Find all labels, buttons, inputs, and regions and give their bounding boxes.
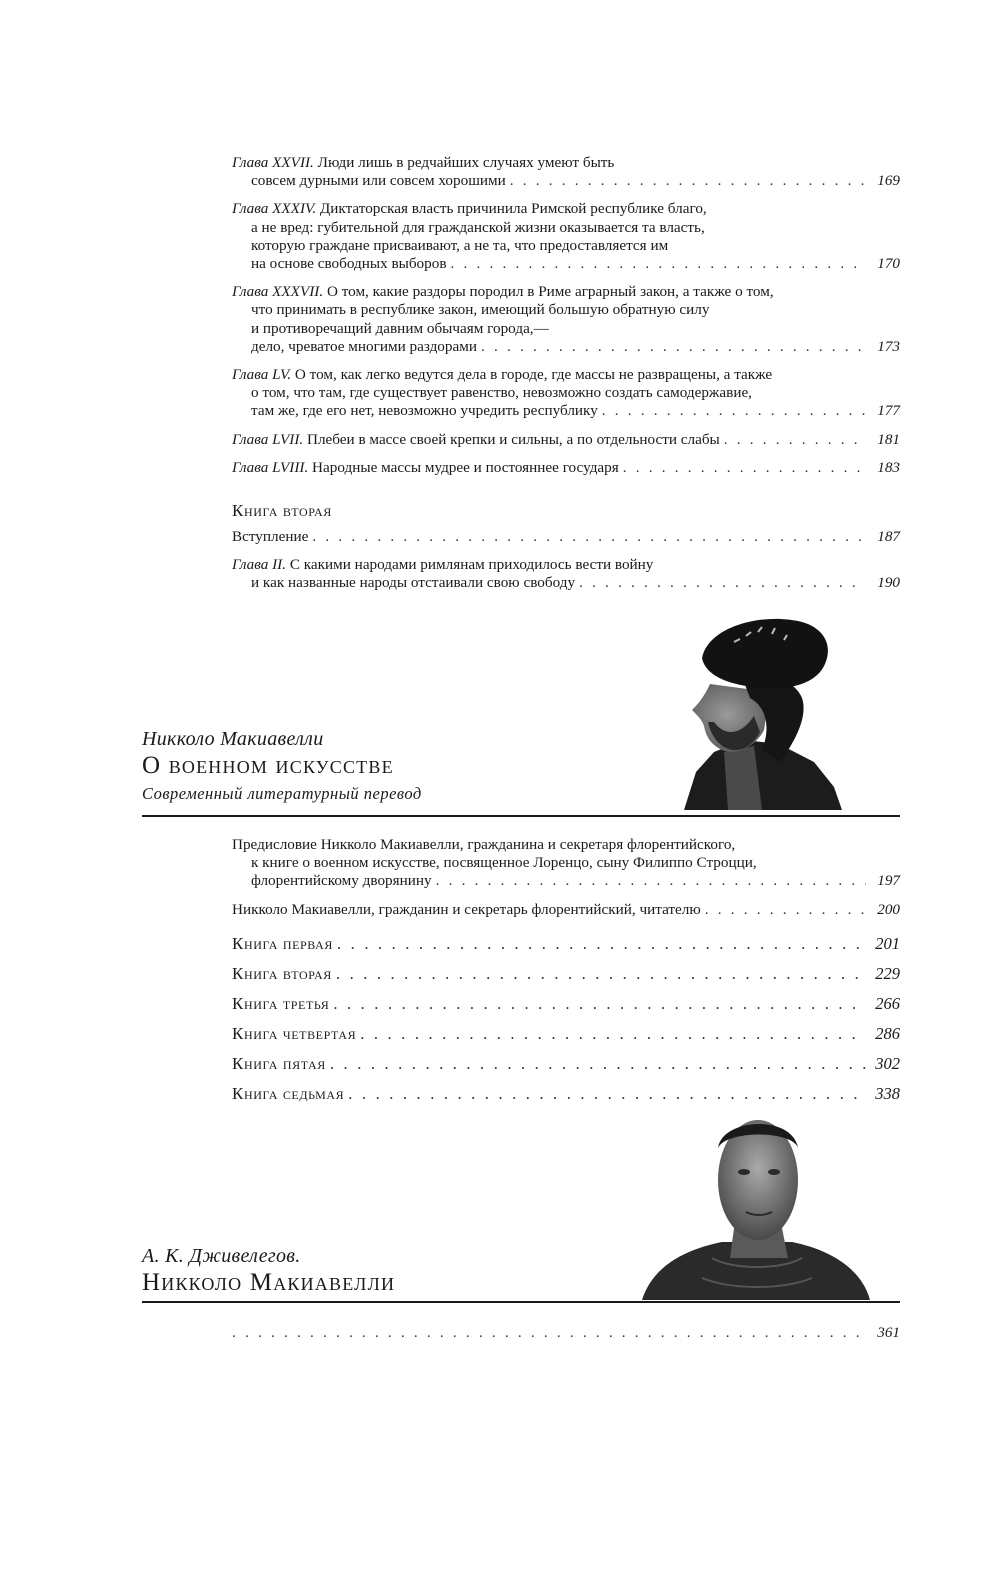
chapter-label: Глава LV. <box>232 366 292 384</box>
entry-text <box>251 872 432 890</box>
entry-line <box>232 854 900 872</box>
toc-entry[interactable] <box>232 200 900 273</box>
page-number: 197 <box>877 872 900 890</box>
book-two-heading: Книга вторая <box>232 501 332 520</box>
entry-title: а не вред: губительной для гражданской жизни оказывается та власть, <box>251 218 705 236</box>
page-number: 266 <box>875 993 900 1013</box>
entry-text <box>232 154 614 171</box>
toc-book-entry[interactable] <box>232 1079 900 1109</box>
chapter-label: Глава XXXVII. <box>232 283 324 301</box>
entry-text <box>251 172 506 190</box>
entry-text <box>251 301 709 318</box>
leader-dots <box>451 255 866 273</box>
entry-title: О том, как легко ведутся дела в городе, где массы не развращены, а также <box>294 366 773 384</box>
entry-line <box>232 219 900 237</box>
leader-dots <box>623 459 866 477</box>
portrait-engraving-1 <box>684 612 842 810</box>
entry-title: совсем дурными или совсем хорошими <box>251 172 506 190</box>
page-number: 173 <box>877 337 900 355</box>
toc-entry[interactable] <box>232 366 900 421</box>
toc-entry[interactable] <box>232 431 900 449</box>
section-heading-biography <box>142 1244 395 1298</box>
entry-text <box>251 320 549 337</box>
entry-text <box>232 901 701 919</box>
section-heading-art-of-war <box>142 727 422 805</box>
entry-text <box>251 338 477 356</box>
toc-art-of-war <box>232 836 900 1109</box>
entry-title: которую граждане присваивают, а не та, что предоставляется им <box>251 236 669 254</box>
book-label: Книга первая <box>232 933 334 953</box>
toc-book-entry[interactable] <box>232 989 900 1019</box>
page-number: 169 <box>877 172 900 190</box>
leader-dots <box>602 402 866 420</box>
page-number: 200 <box>877 900 900 918</box>
page-number: 302 <box>875 1053 900 1073</box>
entry-text <box>232 283 774 300</box>
book-label: Книга третья <box>232 993 330 1013</box>
leader-dots <box>705 901 866 919</box>
entry-text <box>251 574 575 592</box>
section-title: О военном искусстве <box>142 752 394 779</box>
entry-line <box>232 366 900 384</box>
leader-dots <box>436 872 866 890</box>
entry-title: О том, какие раздоры породил в Риме аграрный закон, а также о том, <box>326 283 774 301</box>
leader-dots <box>360 1019 866 1049</box>
entry-title: Никколо Макиавелли, гражданин и секретарь флорентийский, читателю <box>232 900 701 918</box>
entry-line <box>232 283 900 301</box>
leader-dots <box>724 431 866 449</box>
entry-line <box>232 172 900 190</box>
entry-title: там же, где его нет, невозможно учредить республику <box>251 402 598 420</box>
entry-line <box>232 431 900 449</box>
entry-title: Диктаторская власть причинила Римской республике благо, <box>319 200 707 218</box>
entry-text <box>251 402 598 420</box>
entry-line <box>232 528 900 546</box>
entry-line <box>232 574 900 592</box>
toc-book-two <box>232 498 900 603</box>
page-number: 177 <box>877 402 900 420</box>
book-label: Книга вторая <box>232 963 332 983</box>
entry-title: Люди лишь в редчайших случаях умеют быть <box>317 154 615 171</box>
toc-entry[interactable] <box>232 459 900 477</box>
entry-line <box>232 154 900 172</box>
entry-title: что принимать в республике закон, имеющий большую обратную силу <box>251 301 710 319</box>
page-number: 361 <box>877 1324 900 1341</box>
bio-author: А. К. Дживелегов. <box>142 1245 301 1267</box>
leader-dots <box>579 574 866 592</box>
entry-title: Вступление <box>232 528 309 545</box>
entry-title: на основе свободных выборов <box>251 255 447 273</box>
leader-dots <box>330 1049 866 1079</box>
book-label: Книга седьмая <box>232 1083 345 1103</box>
toc-entry[interactable] <box>232 528 900 546</box>
leader-dots <box>333 989 866 1019</box>
toc-book-entry[interactable] <box>232 929 900 959</box>
toc-entry[interactable] <box>232 556 900 592</box>
entry-title: флорентийскому дворянину <box>251 872 432 890</box>
book-label: Книга пятая <box>232 1053 326 1073</box>
toc-book-one <box>232 154 900 487</box>
entry-text <box>232 366 772 383</box>
entry-text <box>232 459 619 477</box>
section-author: Никколо Макиавелли <box>142 728 324 750</box>
entry-title: Предисловие Никколо Макиавелли, гражданина и секретаря флорентийского, <box>232 836 736 853</box>
entry-line <box>232 901 900 919</box>
entry-text <box>232 836 735 853</box>
chapter-label: Глава XXVII. <box>232 154 314 171</box>
toc-book-entry[interactable] <box>232 959 900 989</box>
entry-text <box>232 556 653 573</box>
toc-entry[interactable] <box>232 901 900 919</box>
entry-line <box>232 836 900 854</box>
page-number: 229 <box>875 963 900 983</box>
entry-text <box>251 854 757 871</box>
entry-title: о том, что там, где существует равенство, невозможно создать самодержавие, <box>251 384 752 402</box>
entry-text <box>251 384 752 401</box>
entry-line <box>232 872 900 890</box>
entry-line <box>232 556 900 574</box>
entry-line <box>232 200 900 218</box>
toc-entry[interactable] <box>232 154 900 190</box>
toc-book-entry[interactable] <box>232 1049 900 1079</box>
chapter-label: Глава LVII. <box>232 430 304 448</box>
entry-line <box>232 338 900 356</box>
leader-dots <box>348 1079 866 1109</box>
page-number: 183 <box>877 458 900 476</box>
entry-line <box>232 320 900 338</box>
entry-title: к книге о военном искусстве, посвященное Лоренцо, сыну Филиппо Строцци, <box>251 854 757 872</box>
leader-dots <box>232 1324 866 1342</box>
chapter-label: Глава II. <box>232 556 287 574</box>
page-number: 187 <box>877 528 900 545</box>
leader-dots <box>312 528 866 546</box>
page-number: 170 <box>877 255 900 273</box>
entry-title: Плебеи в массе своей крепки и сильны, а по отдельности слабы <box>306 430 720 448</box>
entry-line <box>232 301 900 319</box>
entry-text <box>232 200 707 217</box>
section-rule <box>142 815 900 817</box>
entry-text <box>251 219 705 236</box>
entry-line <box>232 384 900 402</box>
page-number: 286 <box>875 1023 900 1043</box>
page-number: 190 <box>877 574 900 592</box>
chapter-label: Глава XXXIV. <box>232 200 317 218</box>
entry-line <box>232 402 900 420</box>
section-subtitle: Современный литературный перевод <box>142 784 422 803</box>
entry-title: С какими народами римлянам приходилось вести войну <box>289 556 654 574</box>
entry-text <box>251 255 447 273</box>
entry-line <box>232 255 900 273</box>
entry-title: дело, чреватое многими раздорами <box>251 337 477 355</box>
entry-line <box>232 237 900 255</box>
bio-title: Никколо Макиавелли <box>142 1269 396 1296</box>
page-number: 338 <box>875 1083 900 1103</box>
entry-title: Народные массы мудрее и постояннее государя <box>312 458 619 476</box>
toc-entry[interactable] <box>232 1324 900 1342</box>
toc-biography <box>232 1324 900 1342</box>
entry-title: и противоречащий давним обычаям города,— <box>251 319 549 337</box>
entry-text <box>232 528 308 546</box>
entry-line <box>232 459 900 477</box>
toc-entry[interactable] <box>232 836 900 891</box>
page-number: 181 <box>877 430 900 448</box>
toc-entry[interactable] <box>232 283 900 356</box>
entry-text <box>251 237 668 254</box>
leader-dots <box>510 172 866 190</box>
section-rule-2 <box>142 1301 900 1303</box>
entry-title: и как названные народы отстаивали свою свободу <box>251 574 576 592</box>
portrait-bust-2 <box>642 1108 870 1300</box>
leader-dots <box>336 959 866 989</box>
entry-text <box>232 431 720 449</box>
leader-dots <box>337 929 866 959</box>
toc-book-entry[interactable] <box>232 1019 900 1049</box>
leader-dots <box>481 338 866 356</box>
book-label: Книга четвертая <box>232 1023 357 1043</box>
page-number: 201 <box>875 933 900 953</box>
chapter-label: Глава LVIII. <box>232 458 309 476</box>
